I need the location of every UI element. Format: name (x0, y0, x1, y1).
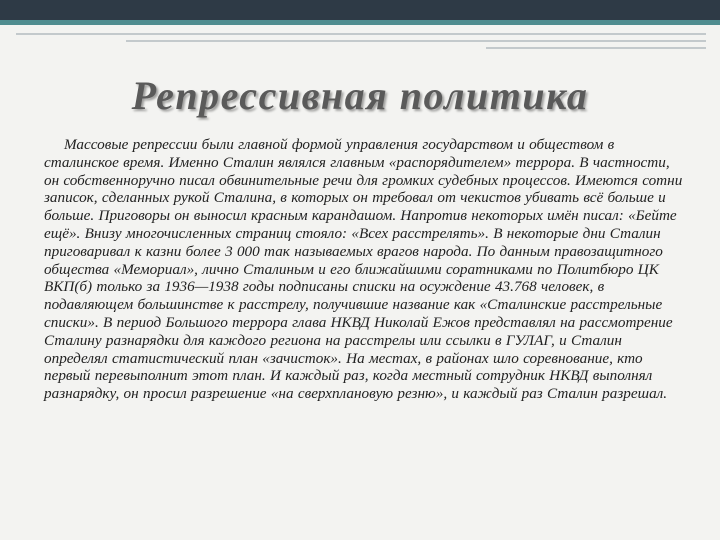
decorative-line (486, 47, 706, 49)
slide-body-text: Массовые репрессии были главной формой управления государством и обществом в сталинское время. Именно Сталин являлся главным «распорядителем» террора. В частности, он собственноручно писал обвинительные речи для громких судебных процессов. Имеются сотни записок, сделанных рукой Сталина, в которых он требовал от чекистов убивать всё больше и больше. Приговоры он выносил красным карандашом. Напротив некоторых имён писал: «Бейте ещё». Внизу многочисленных страниц стояло: «Всех расстрелять». В некоторые дни Сталин приговаривал к казни более 3 000 так называемых врагов народа. По данным правозащитного общества «Мемориал», лично Сталиным и его ближайшими соратниками по Политбюро ЦК ВКП(б) только за 1936—1938 годы подписаны списки на осуждение 43.768 человек, в подавляющем большинстве к расстрелу, получившие название как «Сталинские расстрельные списки». В период Большого террора глава НКВД Николай Ежов представлял на рассмотрение Сталину разнарядки для каждого региона на расстрелы или ссылки в ГУЛАГ, и Сталин определял статистический план «зачисток». На местах, в районах шло соревнование, кто первый перевыполнит этот план. И каждый раз, когда местный сотрудник НКВД выполнял разнарядку, он просил разрешение «на сверхплановую резню», и каждый раз Сталин разрешал. (44, 136, 683, 403)
decorative-line (126, 40, 706, 42)
slide-title: Репрессивная политика (131, 73, 589, 118)
header-accent-stripe (0, 20, 720, 25)
header-bar (0, 0, 720, 20)
decorative-line (16, 33, 706, 35)
